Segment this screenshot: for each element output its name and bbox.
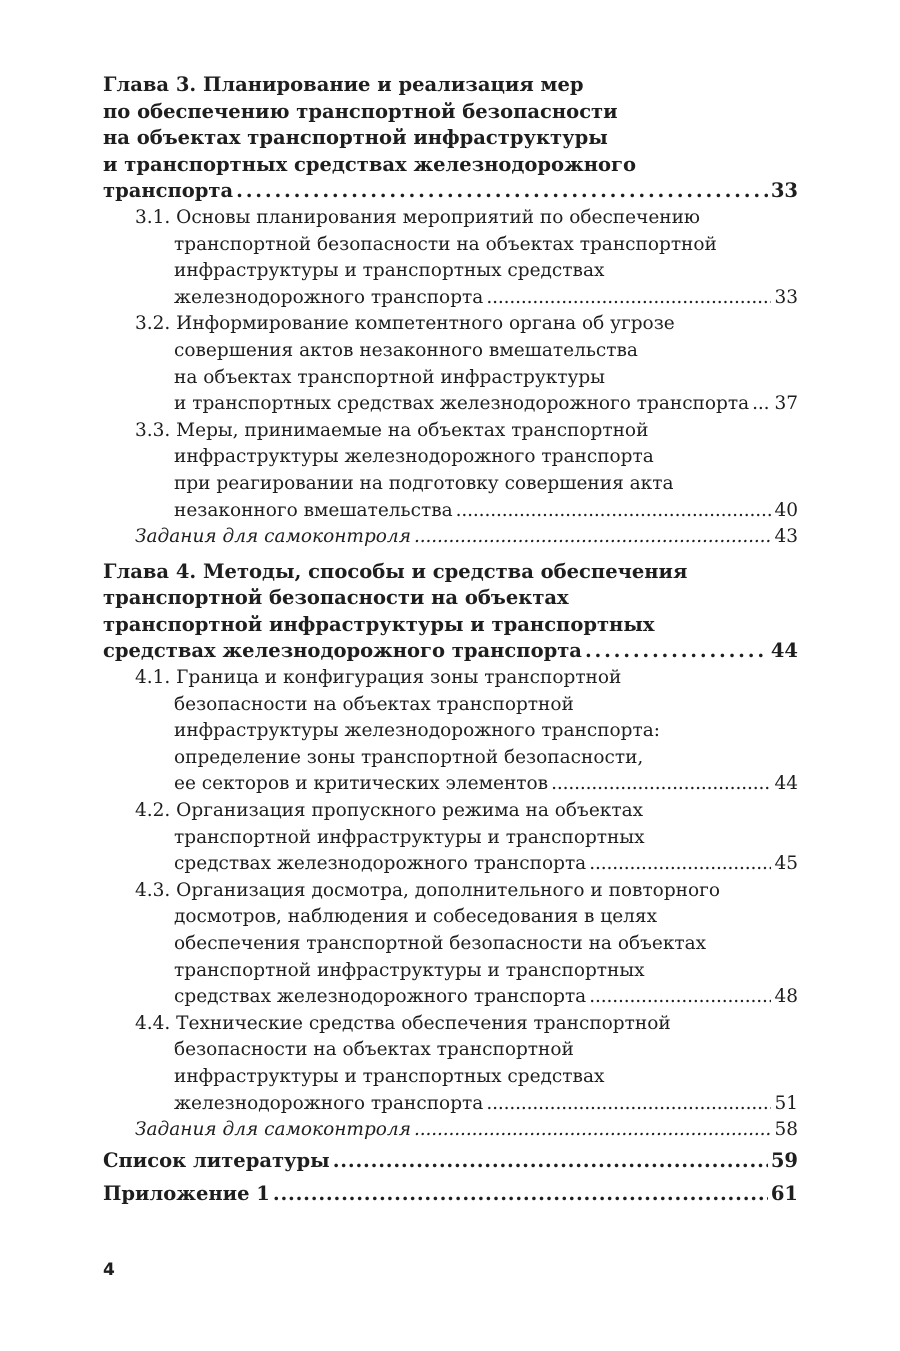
dot-leader	[456, 498, 772, 525]
page-folio-number: 4	[103, 1260, 115, 1280]
section-title-last-line	[135, 851, 798, 878]
page-number: 37	[774, 393, 798, 415]
section-title-line: совершения актов незаконного вмешательства	[174, 339, 638, 361]
chapter-title-line: и транспортных средствах железнодорожного	[103, 152, 636, 176]
section-title-line: безопасности на объектах транспортной	[174, 1039, 574, 1061]
dot-leader	[486, 285, 771, 312]
section-title-line: досмотров, наблюдения и собеседования в целях	[174, 906, 658, 928]
dot-leader	[236, 178, 768, 205]
section-title-last-line	[135, 771, 798, 798]
section-title-line: транспортной безопасности на объектах транспортной	[174, 233, 717, 255]
page-number: 43	[774, 526, 798, 548]
section-title-line: железнодорожного транспорта	[174, 1092, 484, 1114]
chapter-title-line: Глава 4. Методы, способы и средства обеспечения	[103, 559, 688, 583]
section-title-line: при реагировании на подготовку совершения акта	[174, 472, 674, 494]
tasks-line	[135, 524, 798, 551]
section-4-2[interactable]	[135, 798, 798, 878]
chapter-title-line: по обеспечению транспортной безопасности	[103, 99, 618, 123]
table-of-contents	[103, 72, 798, 1210]
page-number: 48	[774, 986, 798, 1008]
references-line	[103, 1144, 798, 1177]
chapter-title-line: транспортной безопасности на объектах	[103, 586, 569, 610]
dot-leader	[486, 1091, 771, 1118]
tasks-label: Задания для самоконтроля	[135, 526, 411, 548]
self-check-tasks-ch3[interactable]	[135, 524, 798, 551]
chapter-title-line: транспорта	[103, 179, 234, 203]
appendix-line	[103, 1177, 798, 1210]
section-title-line: на объектах транспортной инфраструктуры	[174, 366, 605, 388]
dot-leader	[585, 638, 768, 665]
section-3-3[interactable]	[135, 418, 798, 524]
section-title-line: 4.2. Организация пропускного режима на объектах	[135, 800, 644, 822]
section-title-last-line	[135, 391, 798, 418]
section-title-line: 3.2. Информирование компетентного органа об угрозе	[135, 313, 675, 335]
page-number: 44	[774, 773, 798, 795]
chapter-4-heading[interactable]	[103, 559, 798, 665]
section-3-1[interactable]	[135, 205, 798, 311]
dot-leader	[333, 1144, 768, 1177]
section-title-line: обеспечения транспортной безопасности на объектах	[174, 933, 707, 954]
section-title-line: 3.1. Основы планирования мероприятий по обеспечению	[135, 206, 701, 228]
section-title-line: 4.4. Технические средства обеспечения транспортной	[135, 1012, 671, 1034]
section-title-line: инфраструктуры железнодорожного транспорта	[174, 446, 654, 468]
section-title-line: 3.3. Меры, принимаемые на объектах транспортной	[135, 419, 649, 441]
section-title-line: железнодорожного транспорта	[174, 286, 484, 308]
chapter-title-line: средствах железнодорожного транспорта	[103, 639, 582, 663]
section-title-line: инфраструктуры и транспортных средствах	[174, 1065, 605, 1087]
section-title-line: транспортной инфраструктуры и транспортных	[174, 826, 645, 848]
chapter-title-last-line	[103, 178, 798, 205]
section-4-3[interactable]	[135, 878, 798, 1011]
chapter-title-line: на объектах транспортной инфраструктуры	[103, 126, 608, 150]
page-number: 61	[770, 1181, 798, 1205]
dot-leader	[414, 524, 771, 551]
appendix-label: Приложение 1	[103, 1181, 270, 1205]
section-title-last-line	[135, 1091, 798, 1118]
appendix-1-entry[interactable]	[103, 1177, 798, 1210]
section-title-line: ее секторов и критических элементов	[174, 773, 549, 795]
dot-leader	[752, 391, 771, 418]
section-title-line: инфраструктуры железнодорожного транспорта:	[174, 720, 661, 742]
section-title-line: безопасности на объектах транспортной	[174, 693, 574, 715]
section-4-1[interactable]	[135, 665, 798, 798]
chapter-title-line: транспортной инфраструктуры и транспортных	[103, 612, 655, 636]
dot-leader	[414, 1117, 771, 1144]
page-number: 45	[774, 853, 798, 875]
section-title-line: 4.1. Граница и конфигурация зоны транспортной	[135, 667, 622, 689]
page-number: 44	[770, 639, 798, 663]
page-number: 40	[774, 499, 798, 521]
section-title-last-line	[135, 285, 798, 312]
section-4-4[interactable]	[135, 1011, 798, 1117]
tasks-label: Задания для самоконтроля	[135, 1119, 411, 1141]
section-title-line: 4.3. Организация досмотра, дополнительного и повторного	[135, 879, 720, 901]
references-label: Список литературы	[103, 1148, 330, 1172]
section-3-2[interactable]	[135, 311, 798, 417]
section-title-line: инфраструктуры и транспортных средствах	[174, 260, 605, 282]
section-title-line: определение зоны транспортной безопасности,	[174, 746, 644, 768]
section-title-last-line	[135, 498, 798, 525]
section-title-line: средствах железнодорожного транспорта	[174, 853, 587, 875]
section-title-line: транспортной инфраструктуры и транспортных	[174, 959, 645, 981]
section-title-line: средствах железнодорожного транспорта	[174, 986, 587, 1008]
page-number: 58	[774, 1119, 798, 1141]
dot-leader	[589, 984, 771, 1011]
section-title-line: и транспортных средствах железнодорожного транспорта	[174, 393, 750, 415]
chapter-title-line: Глава 3. Планирование и реализация мер	[103, 73, 584, 96]
references-entry[interactable]	[103, 1144, 798, 1177]
tasks-line	[135, 1117, 798, 1144]
chapter-title-last-line	[103, 638, 798, 665]
dot-leader	[273, 1177, 768, 1210]
page-number: 59	[770, 1148, 798, 1172]
page-number: 33	[774, 286, 798, 308]
dot-leader	[551, 771, 771, 798]
section-title-line: незаконного вмешательства	[174, 499, 453, 521]
page-number: 33	[770, 179, 798, 203]
page-number: 51	[774, 1092, 798, 1114]
chapter-3-heading[interactable]	[103, 72, 798, 205]
self-check-tasks-ch4[interactable]	[135, 1117, 798, 1144]
dot-leader	[589, 851, 771, 878]
section-title-last-line	[135, 984, 798, 1011]
